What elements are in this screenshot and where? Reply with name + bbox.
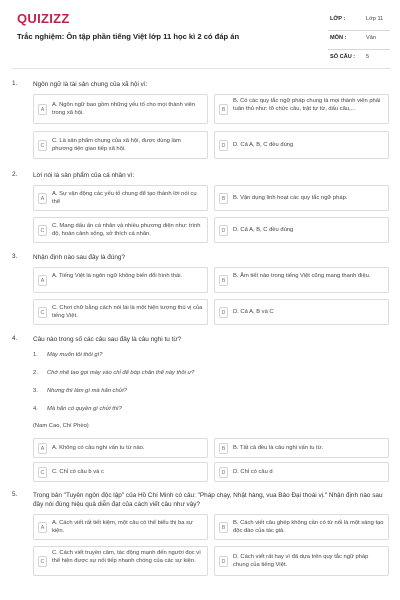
option-letter: D bbox=[219, 307, 228, 318]
question-number: 1. bbox=[12, 80, 18, 87]
header-divider bbox=[12, 68, 388, 69]
page-title: Trắc nghiệm: Ôn tập phần tiếng Việt lớp 11 học kì 2 có đáp án bbox=[17, 32, 240, 41]
quote-source: (Nam Cao, Chí Phèo) bbox=[33, 423, 89, 429]
option-b[interactable] bbox=[214, 514, 389, 540]
question-text: Lời nói là sản phẩm của cá nhân vì: bbox=[33, 172, 135, 179]
option-a[interactable] bbox=[33, 267, 208, 293]
question-number: 5. bbox=[12, 491, 18, 498]
question-number: 2. bbox=[12, 171, 18, 178]
option-letter: C bbox=[38, 225, 47, 236]
quoted-line-text: Mày muốn tôi thôi gì? bbox=[47, 352, 103, 358]
meta-value: Văn bbox=[366, 35, 376, 41]
option-a[interactable] bbox=[33, 94, 208, 124]
option-d[interactable] bbox=[214, 131, 389, 159]
quoted-line-text: Nhưng thì làm gì mà hắn chửi? bbox=[47, 388, 127, 394]
option-b[interactable] bbox=[214, 267, 389, 293]
option-letter: B bbox=[219, 275, 228, 286]
meta-row-class bbox=[328, 12, 390, 31]
option-letter: C bbox=[38, 556, 47, 567]
option-text: D. Chỉ có câu d bbox=[233, 469, 273, 475]
option-b[interactable] bbox=[214, 185, 389, 211]
quoted-line-text: Mà hắn có quyền gì chửi thì? bbox=[47, 406, 122, 412]
option-d[interactable] bbox=[214, 462, 389, 482]
option-c[interactable] bbox=[33, 217, 208, 243]
option-text: A. Sự vận động các yếu tố chung để tạo thành lời nói cụ thể bbox=[52, 191, 197, 205]
option-letter: A bbox=[38, 193, 47, 204]
meta-row-count bbox=[328, 50, 390, 69]
option-letter: B bbox=[219, 522, 228, 533]
option-text: A. Ngôn ngữ bao gồm những yếu tố cho mọi thành viên trong xã hội. bbox=[52, 102, 196, 116]
option-d[interactable] bbox=[214, 299, 389, 325]
option-letter: A bbox=[38, 443, 47, 454]
option-text: C. Là sản phẩm chung của xã hội, được dùng làm phương tiện giao tiếp xã hội. bbox=[52, 138, 181, 152]
option-letter: B bbox=[219, 104, 228, 115]
option-text: A. Cách viết rất tiết kiệm, một câu có thể biểu thị ba sự kiện. bbox=[52, 520, 193, 534]
option-letter: D bbox=[219, 140, 228, 151]
option-text: C. Mang dấu ấn cá nhân và nhiều phương diện như: trình độ, hoàn cảnh sống, sở thích cá nhân. bbox=[52, 223, 201, 237]
option-c[interactable] bbox=[33, 462, 208, 482]
option-c[interactable] bbox=[33, 299, 208, 325]
meta-label: MÔN : bbox=[330, 35, 347, 41]
meta-label: LỚP : bbox=[330, 16, 346, 22]
question-text: Ngôn ngữ là tài sản chung của xã hội vì: bbox=[33, 81, 148, 88]
option-text: C. Cách viết truyền cảm, tác động mạnh đến người đọc vì thể hiện được sự nối tiếp nhanh chóng của các sự kiện. bbox=[52, 550, 201, 564]
option-text: C. Chơi chữ bằng cách nói lái là một hiện tượng thú vị của tiếng Việt. bbox=[52, 305, 203, 319]
option-a[interactable] bbox=[33, 438, 208, 458]
option-b[interactable] bbox=[214, 94, 389, 124]
quoted-line-number: 1. bbox=[33, 352, 38, 358]
option-text: B. Có các quy tắc ngữ pháp chung là mọi thành viên phải tuân thủ như: tổ chức câu, trật tự từ, dấu câu,... bbox=[233, 98, 381, 112]
quoted-line-number: 4. bbox=[33, 406, 38, 412]
option-c[interactable] bbox=[33, 546, 208, 576]
question-text: Nhận định nào sau đây là đúng? bbox=[33, 254, 126, 261]
option-text: C. Chỉ có câu b và c bbox=[52, 469, 104, 475]
option-text: B. Tất cả đều là câu nghi vấn tu từ. bbox=[233, 445, 324, 451]
quoted-line-number: 2. bbox=[33, 370, 38, 376]
option-text: D. Cả A, B, C đều đúng bbox=[233, 142, 294, 148]
meta-row-subject bbox=[328, 31, 390, 50]
option-letter: B bbox=[219, 443, 228, 454]
option-letter: C bbox=[38, 140, 47, 151]
option-d[interactable] bbox=[214, 217, 389, 243]
option-text: B. Âm tiết nào trong tiếng Việt cũng mang thanh điệu. bbox=[233, 273, 371, 279]
meta-value: Lớp 11 bbox=[366, 16, 384, 22]
option-b[interactable] bbox=[214, 438, 389, 458]
option-text: B. Cách viết câu ghép không cần có từ nối là một sáng tạo độc đáo của tác giả. bbox=[233, 520, 384, 534]
option-a[interactable] bbox=[33, 185, 208, 211]
option-letter: D bbox=[219, 556, 228, 567]
option-text: B. Vận dụng linh hoạt các quy tắc ngữ pháp. bbox=[233, 195, 348, 201]
quoted-line-number: 3. bbox=[33, 388, 38, 394]
option-a[interactable] bbox=[33, 514, 208, 540]
question-text: Câu nào trong số các câu sau đây là câu nghi tu từ? bbox=[33, 336, 182, 343]
question-number: 4. bbox=[12, 335, 18, 342]
meta-label: SỐ CÂU : bbox=[330, 54, 356, 60]
option-letter: A bbox=[38, 522, 47, 533]
option-d[interactable] bbox=[214, 546, 389, 576]
option-letter: C bbox=[38, 307, 47, 318]
header bbox=[0, 0, 400, 66]
option-text: D. Cách viết rất hay vì đã dựa trên quy tắc ngữ pháp chung của tiếng Việt. bbox=[233, 554, 369, 568]
option-text: D. Cả A, B, C đều đúng bbox=[233, 227, 294, 233]
option-letter: D bbox=[219, 225, 228, 236]
meta-panel bbox=[328, 12, 390, 69]
option-letter: A bbox=[38, 104, 47, 115]
meta-value: 5 bbox=[366, 54, 370, 60]
option-text: A. Tiếng Việt là ngôn ngữ không biến đổi hình thái. bbox=[52, 273, 183, 279]
quoted-line-text: Chớ nhẽ tao gọi mày vào chỉ để bóp chân thế này thôi ư? bbox=[47, 370, 195, 376]
question-text: Trong bản "Tuyên ngôn độc lập" của Hồ Chí Minh có câu: "Pháp chạy, Nhật hàng, vua Bảo Đại thoái vị." Nhận định nào sau đây nói đúng hiệu quả diễn đạt của cách viết câu như vậy? bbox=[33, 492, 383, 508]
option-letter: C bbox=[38, 467, 47, 478]
option-text: D. Cả A, B và C bbox=[233, 309, 274, 315]
option-letter: B bbox=[219, 193, 228, 204]
quizizz-logo: QUIZIZZ bbox=[17, 11, 70, 26]
option-c[interactable] bbox=[33, 131, 208, 159]
option-letter: A bbox=[38, 275, 47, 286]
question-number: 3. bbox=[12, 253, 18, 260]
option-letter: D bbox=[219, 467, 228, 478]
option-text: A. Không có câu nghi vấn tu từ nào. bbox=[52, 445, 145, 451]
